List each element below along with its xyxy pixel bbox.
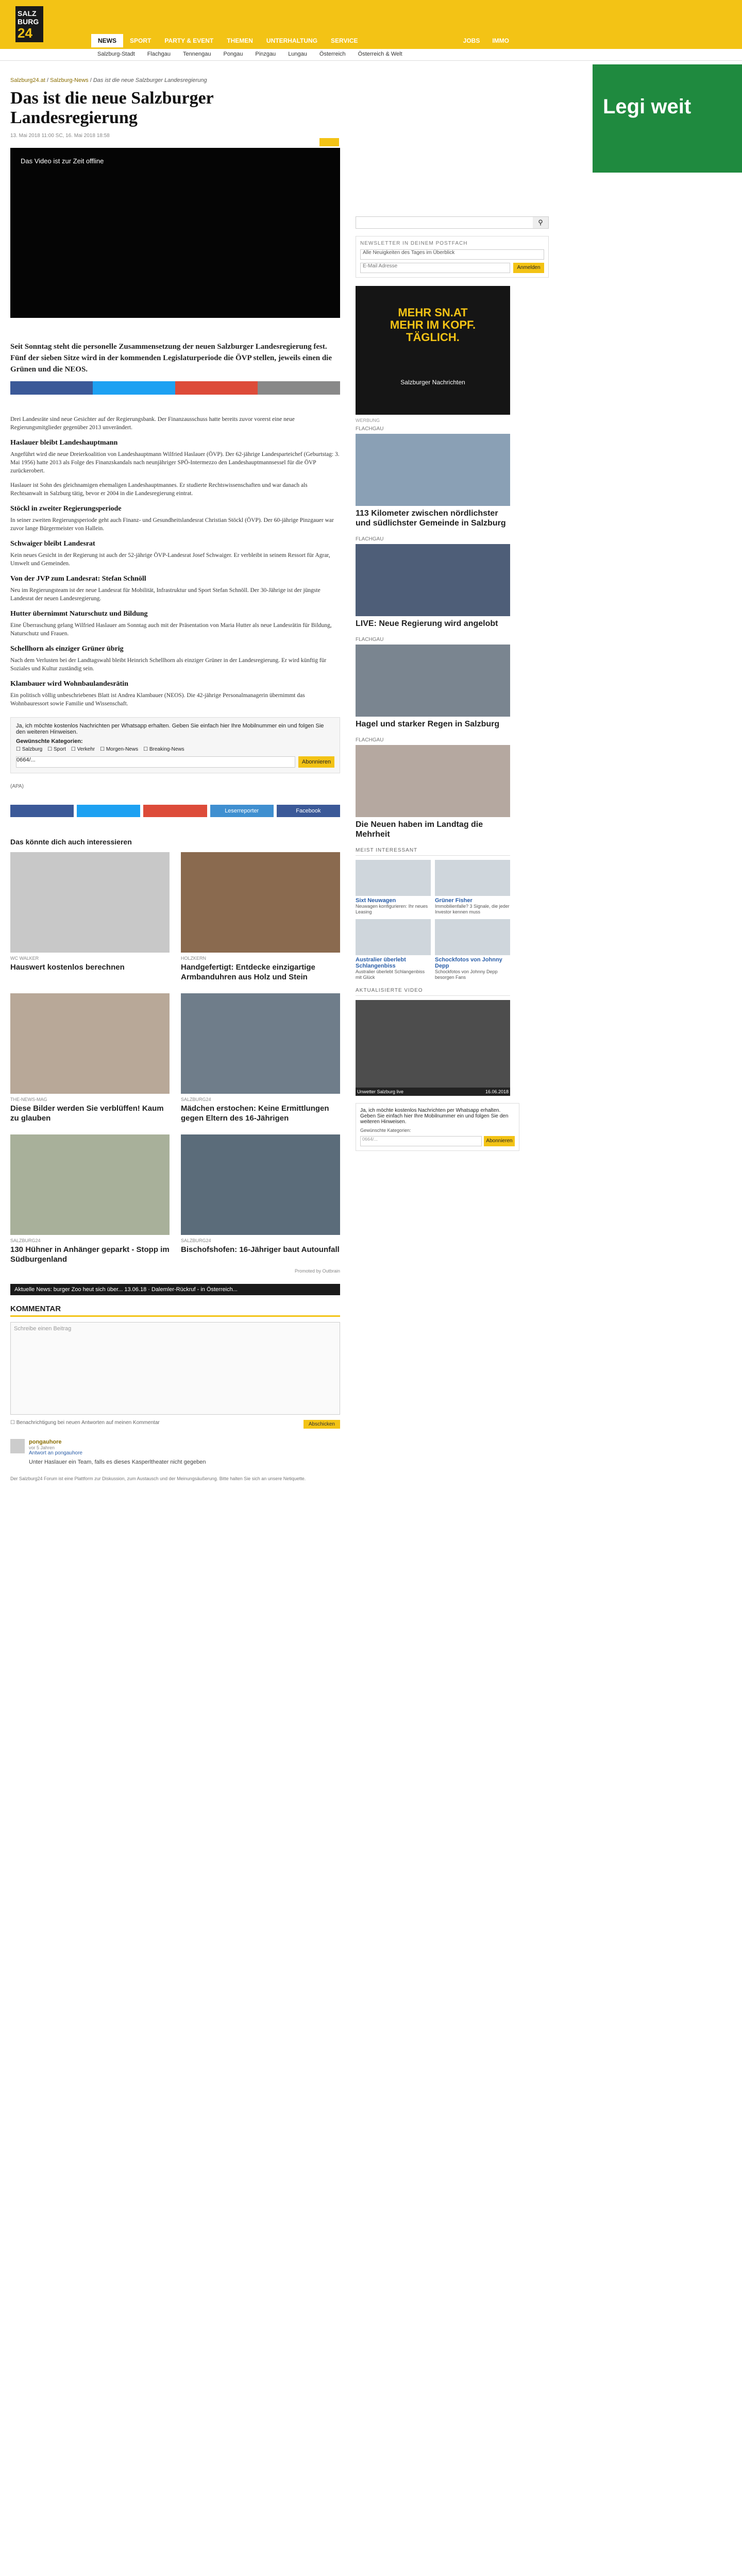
section-paragraph: Eine Überraschung gelang Wilfried Haslauer am Sonntag auch mit der Präsentation von Maria Hutter als neue Landesrätin für Bildung, Naturschutz und Frauen.: [10, 622, 332, 637]
ad-title: MEHR SN.AT MEHR IM KOPF. TÄGLICH.: [390, 306, 476, 344]
wa-input-row: [360, 1136, 515, 1146]
people-desc: Immobilienfalle? 3 Signale, die jeder Investor kennen muss: [435, 904, 510, 914]
section-heading: Von der JVP zum Landesrat: Stefan Schnöll: [10, 575, 146, 583]
category-checkbox[interactable]: ☐ Verkehr: [71, 747, 95, 752]
video-player[interactable]: [10, 148, 340, 318]
section-heading: Haslauer bleibt Landeshauptmann: [10, 439, 118, 447]
search-bar: [356, 216, 549, 229]
section-paragraph: Ein politisch völlig unbeschriebenes Blatt ist Andrea Klambauer (NEOS). Die 42-jährige Personalmanagerin übernimmt das Wohnbauressort sowie Familie und Wissenschaft.: [10, 692, 305, 707]
header-bar: [0, 0, 742, 49]
ad-banner[interactable]: [356, 286, 510, 415]
share-facebook-button[interactable]: [10, 381, 93, 395]
category-checkbox[interactable]: ☐ Sport: [47, 747, 66, 752]
comment-meta: vor 5 Jahren: [29, 1445, 55, 1450]
people-item[interactable]: [356, 860, 431, 915]
section-paragraph: Neu im Regierungsteam ist der neue Landesrat für Mobilität, Infrastruktur und Sport Stefan Schnöll. Der 30-Jährige ist der jüngste Landesrat der neuen Landesregierung.: [10, 587, 321, 602]
subnav-salzburg-stadt[interactable]: Salzburg-Stadt: [97, 51, 135, 57]
section-heading: Schwaiger bleibt Landesrat: [10, 540, 95, 548]
reco-title: 130 Hühner in Anhänger geparkt - Stopp im Südburgenland: [10, 1245, 170, 1264]
comment-textarea[interactable]: Schreibe einen Beitrag: [10, 1322, 340, 1415]
card-location: FLACHGAU: [356, 637, 384, 642]
reco-image: [10, 1134, 170, 1235]
breadcrumb-section[interactable]: Salzburg-News: [50, 77, 89, 83]
search-icon[interactable]: ⚲: [533, 217, 548, 228]
share-bar-bottom: [10, 805, 340, 817]
site-logo[interactable]: [15, 6, 43, 42]
reco-title: Bischofshofen: 16-Jähriger baut Autounfall: [181, 1245, 340, 1254]
people-item[interactable]: [435, 860, 510, 915]
news-ticker[interactable]: [10, 1284, 340, 1295]
newsletter-submit-button[interactable]: Anmelden: [513, 263, 544, 273]
wa-text: Ja, ich möchte kostenlos Nachrichten per Whatsapp erhalten. Geben Sie einfach hier Ihre Mobilnummer ein und folgen Sie den weiteren Hinweisen.: [360, 1108, 509, 1125]
whatsapp-number-input[interactable]: 0664/...: [16, 756, 295, 768]
recommendations-title: Das könnte dich auch interessieren: [10, 838, 132, 846]
people-grid: [356, 860, 510, 980]
people-image: [435, 860, 510, 896]
breadcrumb-home[interactable]: Salzburg24.at: [10, 77, 45, 83]
newsletter-caption: NEWSLETTER IN DEINEM POSTFACH: [360, 241, 468, 246]
side-promo-image[interactable]: [593, 64, 742, 173]
right-nav: [457, 34, 515, 47]
subnav-flachgau[interactable]: Flachgau: [147, 51, 171, 57]
section-paragraph: Haslauer ist Sohn des gleichnamigen ehemaligen Landeshauptmannes. Er studierte Rechtswissenschaften und war danach als Rechtsanwalt in Salzburg tätig, bevor er 2004 in die Landesregierung eintrat.: [10, 482, 308, 497]
share-google-button[interactable]: [175, 381, 258, 395]
section-heading: Stöckl in zweiter Regierungsperiode: [10, 505, 122, 513]
card-title: Hagel und starker Regen in Salzburg: [356, 720, 500, 728]
reco-image: [10, 993, 170, 1094]
sidebar-video[interactable]: [356, 1000, 510, 1088]
sidebar: [356, 216, 549, 1151]
comment-reply-link[interactable]: Antwort an pongauhore: [29, 1450, 82, 1456]
reco-source: SALZBURG24: [181, 1238, 211, 1243]
newsletter-row: [360, 263, 544, 273]
sidebar-news-card[interactable]: [356, 536, 510, 629]
category-checkbox[interactable]: ☐ Morgen-News: [100, 747, 139, 752]
section-heading: Hutter übernimmt Naturschutz und Bildung: [10, 610, 148, 618]
section-paragraph: Nach dem Verlusten bei der Landtagswahl bleibt Heinrich Schellhorn als einziger Grüner in der Landesregierung. Er wird künftig für Soziales und Kultur zuständig sein.: [10, 657, 327, 672]
main-nav: [91, 34, 365, 47]
nav-immo[interactable]: IMMO: [492, 37, 509, 44]
reco-title: Hauswert kostenlos berechnen: [10, 963, 125, 972]
reco-title: Mädchen erstochen: Keine Ermittlungen gegen Eltern des 16-Jährigen: [181, 1104, 329, 1123]
card-image: [356, 434, 510, 506]
people-desc: Schockfotos von Johnny Depp besorgen Fans: [435, 969, 498, 980]
reco-source: SALZBURG24: [10, 1238, 41, 1243]
reco-image: [181, 993, 340, 1094]
share-google-button[interactable]: [143, 805, 207, 817]
wa-categories-label: Gewünschte Kategorien:: [360, 1128, 411, 1133]
whatsapp-input-row: [16, 756, 334, 768]
nav-service[interactable]: SERVICE: [331, 37, 358, 44]
nav-sport[interactable]: SPORT: [130, 37, 151, 44]
section-heading: Schellhorn als einziger Grüner übrig: [10, 645, 124, 653]
article: [10, 77, 340, 1487]
article-lead: Seit Sonntag steht die personelle Zusammensetzung der neuen Salzburger Landesregierung fest. Fünf der sieben Sitze wird in der kommenden Legislaturperiode die ÖVP stellen, jeweils einen die Grünen und die NEOS.: [10, 343, 332, 374]
wa-number-input[interactable]: 0664/...: [360, 1136, 482, 1146]
reco-image: [181, 1134, 340, 1235]
card-title: LIVE: Neue Regierung wird angelobt: [356, 619, 498, 628]
comments-disclaimer: Der Salzburg24 Forum ist eine Plattform zur Diskussion, zum Austausch und der Meinungsäußerung. Bitte halten Sie sich an unsere Netiquette.: [10, 1476, 306, 1481]
notify-checkbox[interactable]: ☐ Benachrichtigung bei neuen Antworten auf meinen Kommentar: [10, 1420, 160, 1426]
breadcrumb: Salzburg24.at / Salzburg-News / Das ist die neue Salzburger Landesregierung: [10, 77, 207, 83]
newsletter-box: [356, 236, 549, 278]
logo-number: 24: [18, 25, 32, 41]
share-facebook-button[interactable]: [10, 805, 74, 817]
breadcrumb-current: Das ist die neue Salzburger Landesregierung: [93, 77, 207, 83]
reco-source: THE-NEWS-MAG: [10, 1097, 47, 1102]
share-email-button[interactable]: [258, 381, 340, 395]
subnav-oesterreich-welt[interactable]: Österreich & Welt: [358, 51, 402, 57]
card-location: FLACHGAU: [356, 737, 384, 743]
ad-subtitle: Salzburger Nachrichten: [400, 379, 465, 386]
comment-username[interactable]: pongauhore: [29, 1439, 62, 1445]
card-title: 113 Kilometer zwischen nördlichster und südlichster Gemeinde in Salzburg: [356, 509, 506, 528]
share-twitter-button[interactable]: [77, 805, 140, 817]
sub-nav: [0, 49, 742, 61]
people-image: [356, 860, 431, 896]
wa-subscribe-button[interactable]: Abonnieren: [484, 1136, 515, 1146]
reco-source: HOLZKERN: [181, 956, 207, 961]
subnav-pongau[interactable]: Pongau: [223, 51, 243, 57]
subnav-pinzgau[interactable]: Pinzgau: [255, 51, 276, 57]
side-promo-text: Legi weit: [603, 95, 692, 118]
reco-title: Handgefertigt: Entdecke einzigartige Armbanduhren aus Holz und Stein: [181, 963, 315, 981]
sidebar-news-card[interactable]: [356, 737, 510, 839]
people-image: [356, 919, 431, 955]
share-bar: [10, 381, 340, 395]
reco-title: Diese Bilder werden Sie verblüffen! Kaum zu glauben: [10, 1104, 164, 1123]
ticker-text: Aktuelle News: burger Zoo heut sich über... 13.06.18 · Dalemler-Rückruf - in Österreich...: [14, 1286, 238, 1293]
comment-item: [10, 1439, 340, 1476]
promoted-label[interactable]: Promoted by Outbrain: [294, 1268, 340, 1274]
reco-item[interactable]: [10, 852, 170, 982]
whatsapp-signup: [10, 717, 340, 773]
subnav-lungau[interactable]: Lungau: [288, 51, 307, 57]
people-name: Schockfotos von Johnny Depp: [435, 957, 502, 969]
comments-heading: KOMMENTAR: [10, 1304, 340, 1317]
card-location: FLACHGAU: [356, 426, 384, 432]
people-name: Australier überlebt Schlangenbiss: [356, 957, 406, 969]
section-paragraph: In seiner zweiten Regierungsperiode geht auch Finanz- und Gesundheitslandesrat Christian Stöckl (ÖVP). Der 60-jährige Pinzgauer war zuvor lange Bürgermeister von Hallein.: [10, 517, 334, 532]
card-image: [356, 544, 510, 616]
video-section-title: AKTUALISIERTE VIDEO: [356, 988, 510, 996]
nav-jobs[interactable]: JOBS: [463, 37, 480, 44]
article-intro: Drei Landesräte sind neue Gesichter auf der Regierungsbank. Der Finanzausschuss hatte bereits zuvor vorerst eine neue Regierungsmitglieder gegenüber 2013 unverändert.: [10, 416, 295, 431]
people-desc: Australier überlebt Schlangenbiss mit Glück: [356, 969, 425, 980]
nav-unterhaltung[interactable]: UNTERHALTUNG: [266, 37, 318, 44]
source-credit: (APA): [10, 784, 24, 789]
sidebar-news-card[interactable]: [356, 426, 510, 528]
card-location: FLACHGAU: [356, 536, 384, 542]
video-date: 16.06.2018: [485, 1089, 509, 1094]
people-item[interactable]: [435, 919, 510, 980]
people-image: [435, 919, 510, 955]
share-twitter-button[interactable]: [93, 381, 175, 395]
video-caption: [356, 1088, 510, 1096]
card-title: Die Neuen haben im Landtag die Mehrheit: [356, 820, 483, 839]
reco-source: WC WALKER: [10, 956, 39, 961]
people-name: Sixt Neuwagen: [356, 897, 396, 904]
recommendations-grid: [10, 852, 340, 1264]
newsletter-email-input[interactable]: E-Mail Adresse: [360, 263, 510, 273]
category-checkbox[interactable]: ☐ Salzburg: [16, 747, 43, 752]
reco-item[interactable]: [181, 993, 340, 1123]
people-desc: Neuwagen konfigurieren: Ihr neues Leasing: [356, 904, 428, 914]
nav-news[interactable]: NEWS: [91, 34, 123, 47]
leserreporter-button[interactable]: Leserreporter: [210, 805, 274, 817]
section-paragraph: Angeführt wird die neue Dreierkoalition von Landeshauptmann Wilfried Haslauer (ÖVP). Der 62-jährige Landesparteichef (Geburtstag: 3. Mai 1956) hatte 2013 als Folge des Finanzskandals nach neunjähriger SPÖ-Intermezzo den Landeshauptmannsessel für die ÖVP zurückerobert.: [10, 451, 340, 474]
whatsapp-subscribe-button[interactable]: Abonnieren: [298, 756, 334, 768]
subnav-tennengau[interactable]: Tennengau: [183, 51, 211, 57]
subnav-oesterreich[interactable]: Österreich: [319, 51, 346, 57]
video-offline-message: Das Video ist zur Zeit offline: [21, 157, 104, 165]
comment-text: Unter Haslauer ein Team, falls es dieses Kasperltheater nicht gegeben: [29, 1459, 206, 1465]
sidebar-whatsapp-signup: [356, 1103, 519, 1151]
comment-actions: [10, 1420, 340, 1429]
whatsapp-categories-label: Gewünschte Kategorien:: [16, 738, 83, 744]
whatsapp-category-list: [16, 747, 334, 752]
reco-item[interactable]: [181, 852, 340, 982]
comment-count-badge[interactable]: [319, 138, 339, 146]
nav-themen[interactable]: THEMEN: [227, 37, 253, 44]
reco-item[interactable]: [10, 1134, 170, 1264]
people-item[interactable]: [356, 919, 431, 980]
reco-item[interactable]: [181, 1134, 340, 1264]
avatar: [10, 1439, 25, 1453]
article-sections: [10, 439, 340, 708]
reco-item[interactable]: [10, 993, 170, 1123]
category-checkbox[interactable]: ☐ Breaking-News: [143, 747, 184, 752]
logo-text: SALZ BURG: [18, 9, 39, 26]
nav-party-event[interactable]: PARTY & EVENT: [164, 37, 214, 44]
card-image: [356, 745, 510, 817]
reco-image: [181, 852, 340, 953]
card-image: [356, 645, 510, 717]
ad-label: WERBUNG: [356, 418, 380, 423]
reco-source: SALZBURG24: [181, 1097, 211, 1102]
newsletter-select[interactable]: Alle Neuigkeiten des Tages im Überblick: [360, 249, 544, 260]
reco-image: [10, 852, 170, 953]
people-name: Grüner Fisher: [435, 897, 473, 904]
people-section-title: MEIST INTERESSANT: [356, 848, 510, 856]
section-paragraph: Kein neues Gesicht in der Regierung ist auch der 52-jährige ÖVP-Landesrat Josef Schwaiger. Er verbleibt in seinem Ressort für Agrar, Umwelt und Gemeinden.: [10, 552, 330, 567]
comment-submit-button[interactable]: Abschicken: [303, 1420, 340, 1429]
page-title: Das ist die neue Salzburger Landesregierung: [10, 89, 214, 127]
section-heading: Klambauer wird Wohnbaulandesrätin: [10, 680, 128, 688]
video-caption-text: Unwetter Salzburg live: [357, 1089, 404, 1094]
sidebar-news-card[interactable]: [356, 637, 510, 729]
search-input[interactable]: [356, 217, 533, 228]
whatsapp-signup-text: Ja, ich möchte kostenlos Nachrichten per Whatsapp erhalten. Geben Sie einfach hier Ihre Mobilnummer ein und folgen Sie den weiteren Hinweisen.: [16, 723, 324, 735]
facebook-follow-button[interactable]: Facebook: [277, 805, 340, 817]
article-meta: 13. Mai 2018 11:00 SC, 16. Mai 2018 18:58: [10, 133, 110, 139]
